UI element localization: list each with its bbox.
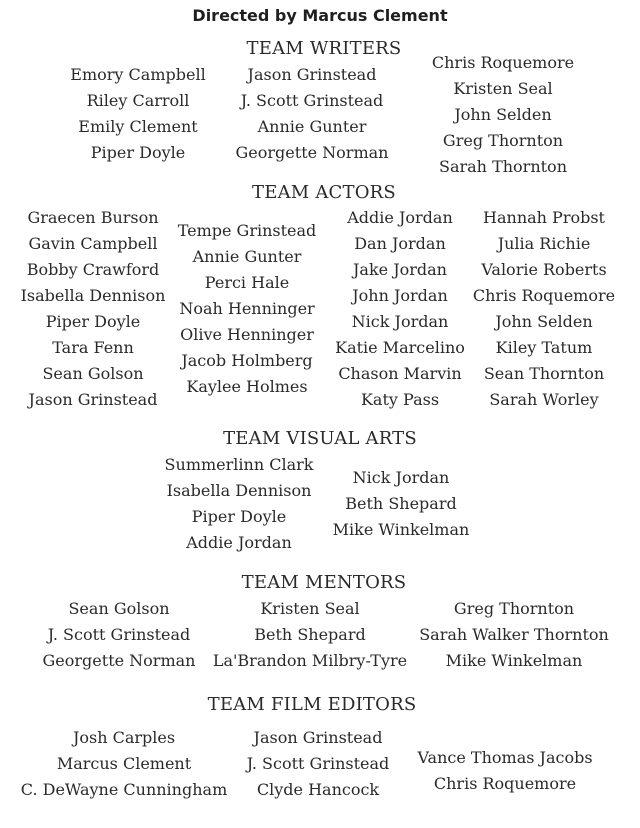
name-item: Sarah Thornton: [438, 157, 567, 176]
name-item: Julia Richie: [497, 234, 591, 253]
name-item: Kristen Seal: [453, 79, 553, 98]
section-heading-writers: TEAM WRITERS: [246, 38, 402, 59]
name-item: Riley Carroll: [86, 91, 190, 110]
name-item: Kristen Seal: [260, 599, 360, 618]
name-item: Katie Marcelino: [335, 338, 465, 357]
name-item: Noah Henninger: [179, 299, 315, 318]
visual-arts-column-2: [322, 465, 480, 543]
name-item: Chris Roquemore: [472, 286, 616, 305]
name-item: Addie Jordan: [186, 533, 292, 552]
name-item: Kiley Tatum: [495, 338, 593, 357]
name-item: J. Scott Grinstead: [47, 625, 191, 644]
writers-column-1: [58, 62, 218, 166]
name-item: Vance Thomas Jacobs: [417, 748, 593, 767]
name-item: Greg Thornton: [453, 599, 575, 618]
name-item: Beth Shepard: [254, 625, 366, 644]
name-item: Nick Jordan: [351, 312, 449, 331]
name-item: Mike Winkelman: [445, 651, 583, 670]
name-item: Piper Doyle: [45, 312, 141, 331]
writers-column-2: [222, 62, 402, 166]
name-item: Jason Grinstead: [247, 65, 377, 84]
name-item: Jason Grinstead: [253, 728, 383, 747]
mentors-column-3: [412, 596, 616, 674]
actors-column-4: [466, 205, 622, 413]
name-item: Perci Hale: [204, 273, 290, 292]
actors-column-3: [328, 205, 472, 413]
name-item: Georgette Norman: [235, 143, 389, 162]
name-item: C. DeWayne Cunningham: [20, 780, 228, 799]
name-item: Clyde Hancock: [256, 780, 380, 799]
section-heading-film-editors: TEAM FILM EDITORS: [207, 694, 417, 715]
name-item: J. Scott Grinstead: [246, 754, 390, 773]
visual-arts-column-1: [154, 452, 324, 556]
name-item: Greg Thornton: [442, 131, 564, 150]
name-item: Graecen Burson: [27, 208, 159, 227]
actors-column-1: [8, 205, 178, 413]
name-item: Chris Roquemore: [431, 53, 575, 72]
name-item: Annie Gunter: [257, 117, 367, 136]
name-item: Sarah Walker Thornton: [419, 625, 609, 644]
actors-column-2: [170, 218, 324, 400]
name-item: Isabella Dennison: [20, 286, 166, 305]
name-item: Bobby Crawford: [26, 260, 160, 279]
name-item: Sean Golson: [42, 364, 144, 383]
name-item: Piper Doyle: [90, 143, 186, 162]
name-item: Hannah Probst: [483, 208, 605, 227]
name-item: La'Brandon Milbry-Tyre: [212, 651, 408, 670]
name-item: Kaylee Holmes: [186, 377, 308, 396]
name-item: Chris Roquemore: [433, 774, 577, 793]
writers-column-3: [418, 50, 588, 180]
name-item: Jake Jordan: [353, 260, 447, 279]
name-item: Addie Jordan: [347, 208, 453, 227]
page-title: Directed by Marcus Clement: [192, 6, 448, 25]
name-item: Georgette Norman: [42, 651, 196, 670]
mentors-column-1: [32, 596, 206, 674]
name-item: Emory Campbell: [70, 65, 206, 84]
name-item: John Jordan: [352, 286, 448, 305]
name-item: John Selden: [454, 105, 552, 124]
name-item: Summerlinn Clark: [164, 455, 314, 474]
name-item: Josh Carples: [72, 728, 176, 747]
name-item: Marcus Clement: [56, 754, 192, 773]
section-heading-mentors: TEAM MENTORS: [241, 572, 407, 593]
name-item: Jason Grinstead: [28, 390, 158, 409]
name-item: Emily Clement: [78, 117, 198, 136]
name-item: Dan Jordan: [354, 234, 446, 253]
film-editors-column-1: [10, 725, 238, 803]
name-item: Piper Doyle: [191, 507, 287, 526]
name-item: Chason Marvin: [338, 364, 462, 383]
name-item: Tempe Grinstead: [177, 221, 317, 240]
name-item: Tara Fenn: [52, 338, 134, 357]
name-item: Nick Jordan: [352, 468, 450, 487]
mentors-column-2: [206, 596, 414, 674]
film-editors-column-2: [236, 725, 400, 803]
name-item: Sean Thornton: [483, 364, 605, 383]
film-editors-column-3: [408, 745, 602, 797]
name-item: Beth Shepard: [345, 494, 457, 513]
name-item: Gavin Campbell: [28, 234, 158, 253]
name-item: Katy Pass: [360, 390, 440, 409]
name-item: John Selden: [495, 312, 593, 331]
name-item: Valorie Roberts: [481, 260, 607, 279]
name-item: Mike Winkelman: [332, 520, 470, 539]
name-item: Olive Henninger: [180, 325, 314, 344]
name-item: J. Scott Grinstead: [240, 91, 384, 110]
name-item: Annie Gunter: [192, 247, 302, 266]
section-heading-actors: TEAM ACTORS: [252, 182, 396, 203]
name-item: Sean Golson: [68, 599, 170, 618]
name-item: Isabella Dennison: [166, 481, 312, 500]
section-heading-visual-arts: TEAM VISUAL ARTS: [223, 428, 417, 449]
name-item: Sarah Worley: [489, 390, 599, 409]
name-item: Jacob Holmberg: [181, 351, 313, 370]
